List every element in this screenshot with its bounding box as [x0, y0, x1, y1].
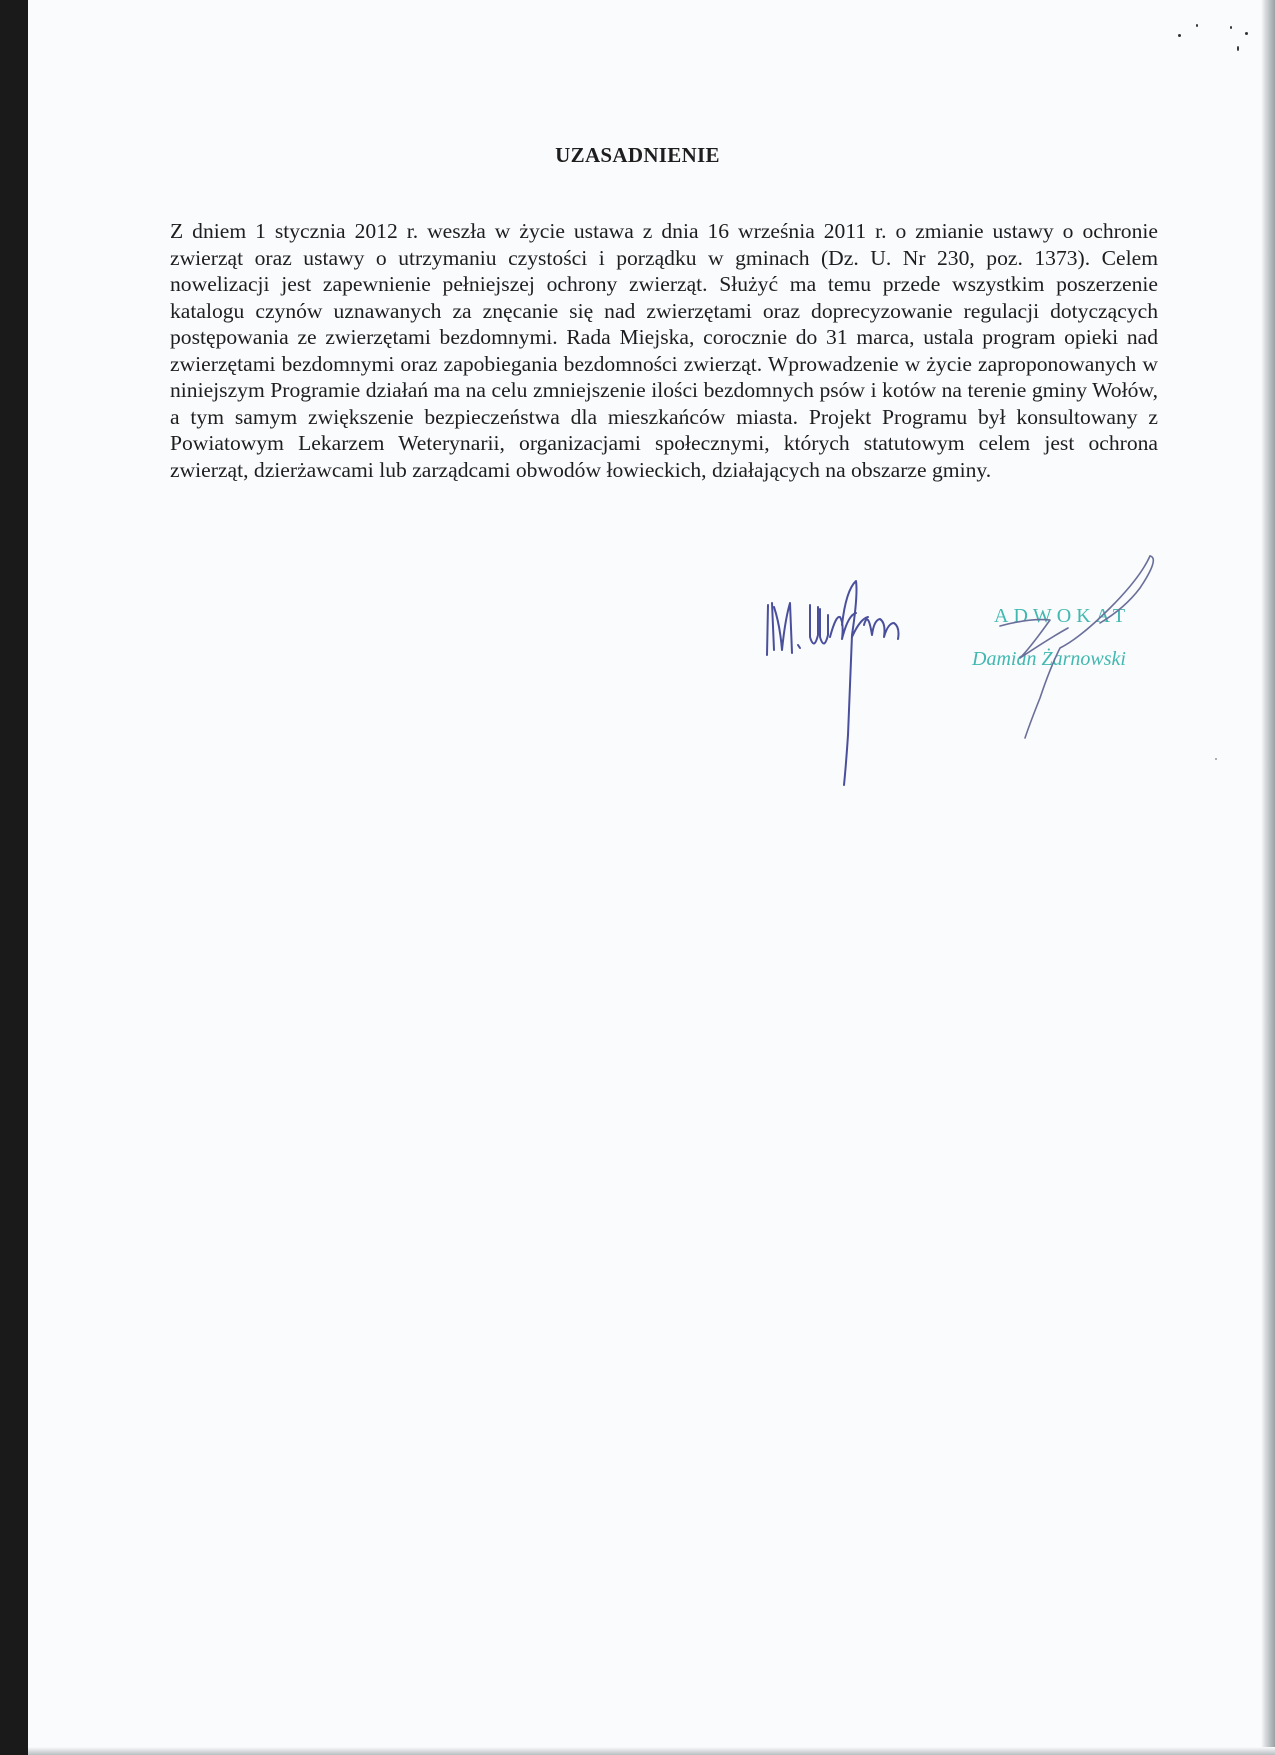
scan-bottom-border — [28, 1747, 1275, 1755]
scan-speck — [1215, 758, 1217, 760]
scan-left-border — [0, 0, 28, 1755]
stamp-signature — [990, 548, 1160, 748]
scan-right-border — [1261, 0, 1275, 1755]
handwritten-signature — [760, 575, 930, 795]
document-title: UZASADNIENIE — [555, 143, 720, 167]
scan-speck — [1245, 32, 1248, 35]
scan-speck — [1237, 46, 1239, 51]
stamp-title: ADWOKAT — [994, 605, 1131, 627]
stamp-name: Damian Żarnowski — [972, 648, 1126, 670]
scan-speck — [1178, 34, 1181, 37]
scan-speck — [1196, 24, 1198, 27]
scan-speck — [1230, 26, 1232, 29]
justification-paragraph: Z dniem 1 stycznia 2012 r. weszła w życie ustawa z dnia 16 września 2011 r. o zmianie ustawy o ochronie zwierząt oraz ustawy o utrzymaniu czystości i porządku w gminach (Dz. U. Nr 230, poz. 1373). Celem nowelizacji jest zapewnienie pełniejszej ochrony zwierząt. Służyć ma temu przede wszystkim poszerzenie katalogu czynów uznawanych za znęcanie się nad zwierzętami oraz doprecyzowanie regulacji dotyczących postępowania ze zwierzętami bezdomnymi. Rada Miejska, corocznie do 31 marca, ustala program opieki nad zwierzętami bezdomnymi oraz zapobiegania bezdomności zwierząt. Wprowadzenie w życie zaproponowanych w niniejszym Programie działań ma na celu zmniejszenie ilości bezdomnych psów i kotów na terenie gminy Wołów, a tym samym zwiększenie bezpieczeństwa dla mieszkańców miasta. Projekt Programu był konsultowany z Powiatowym Lekarzem Weterynarii, organizacjami społecznymi, których statutowym celem jest ochrona zwierząt, dzierżawcami lub zarządcami obwodów łowieckich, działających na obszarze gminy. — [170, 219, 1158, 482]
